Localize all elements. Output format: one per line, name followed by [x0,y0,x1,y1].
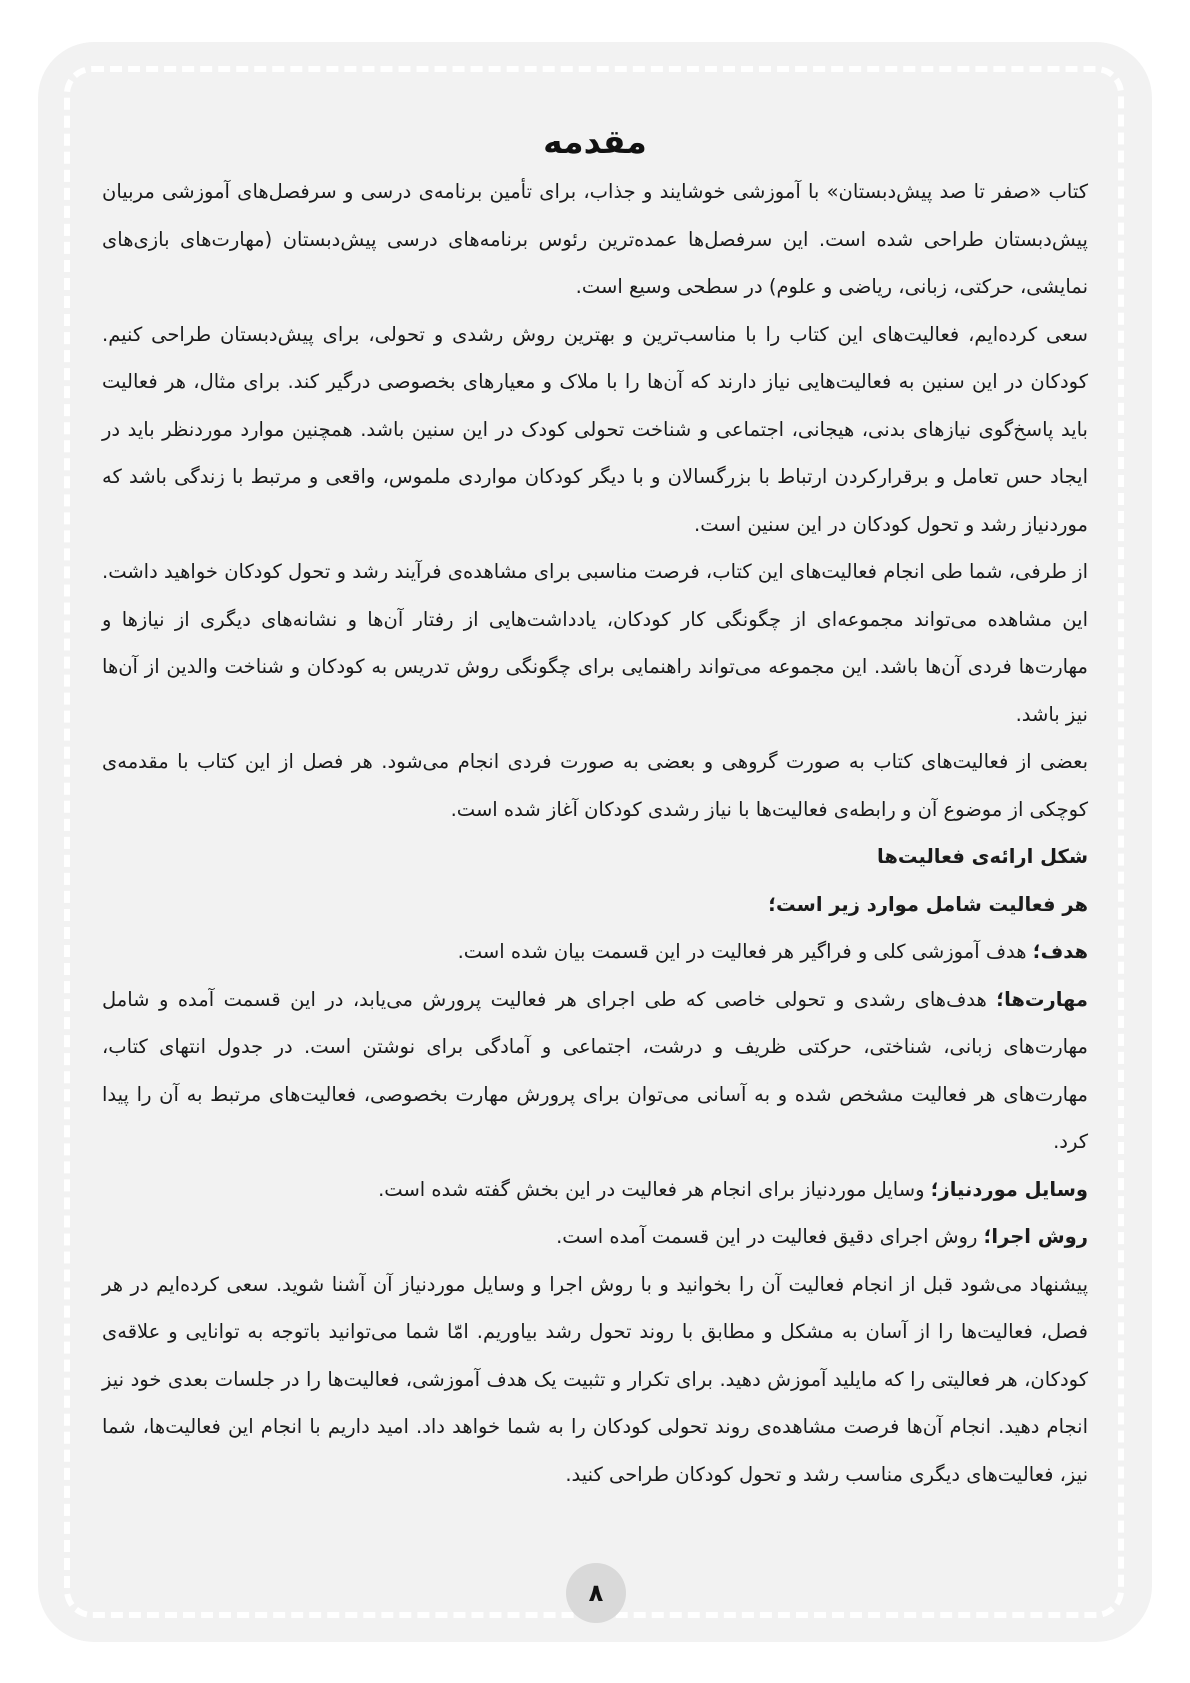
item-skills [102,976,1088,1166]
item-text: هدف‌های رشدی و تحولی خاصی که طی اجرای هر فعالیت پرورش می‌یابد، در این قسمت آمده و شامل مهارت‌های زبانی، شناختی، حرکتی ظریف و درشت، اجتماعی و آمادگی برای نوشتن است. در جدول انتهای کتاب، مهارت‌های هر فعالیت مشخص شده و به آسانی می‌توان برای پرورش مهارت بخصوصی، فعالیت‌های مرتبط به آن را پیدا کرد. [102,987,1088,1153]
paragraph-3: از طرفی، شما طی انجام فعالیت‌های این کتاب، فرصت مناسبی برای مشاهده‌ی فرآیند رشد و تحول کودکان خواهید داشت. این مشاهده می‌تواند مجموعه‌ای از چگونگی کار کودکان، یادداشت‌هایی از رفتار آن‌ها و نشانه‌های دیگری از نیازها و مهارت‌ها فردی آن‌ها باشد. این مجموعه می‌تواند راهنمایی برای چگونگی روش تدریس به کودکان و شناخت والدین از آن‌ها نیز باشد. [102,560,1088,726]
item-materials [102,1166,1088,1214]
item-text: وسایل موردنیاز برای انجام هر فعالیت در این بخش گفته شده است. [378,1177,931,1201]
item-goal [102,928,1088,976]
paragraph-2: سعی کرده‌ایم، فعالیت‌های این کتاب را با مناسب‌ترین و بهترین روش رشدی و تحولی، برای پیش‌دبستان طراحی کنیم. کودکان در این سنین به فعالیت‌هایی نیاز دارند که آن‌ها را با ملاک و معیارهای بخصوصی درگیر کند. برای مثال، هر فعالیت باید پاسخ‌گوی نیازهای بدنی، هیجانی، اجتماعی و شناخت تحولی کودک در این سنین باشد. همچنین موارد موردنظر باید در ایجاد حس تعامل و برقرارکردن ارتباط با بزرگسالان و با دیگر کودکان مواردی ملموس، واقعی و مرتبط با زندگی باشد که موردنیاز رشد و تحول کودکان در این سنین است. [102,322,1088,536]
paragraph-1: کتاب «صفر تا صد پیش‌دبستان» با آموزشی خوشایند و جذاب، برای تأمین برنامه‌ی درسی و سرفصل‌های آموزشی مربیان پیش‌دبستان طراحی شده است. این سرفصل‌ها عمده‌ترین رئوس برنامه‌های درسی پیش‌دبستان (مهارت‌های بازی‌های نمایشی، حرکتی، زبانی، ریاضی و علوم) در سطحی وسیع است. [102,180,1088,298]
item-text: هدف آموزشی کلی و فراگیر هر فعالیت در این قسمت بیان شده است. [457,940,1033,963]
item-label: هدف؛ [1032,940,1088,963]
item-label: وسایل موردنیاز؛ [930,1177,1088,1201]
page-title: مقدمه [543,122,647,161]
item-label: روش اجرا؛ [983,1225,1088,1248]
page-content [102,116,1088,1498]
page-number-badge: ۸ [566,1563,626,1623]
closing-paragraph: پیشنهاد می‌شود قبل از انجام فعالیت آن را بخوانید و با روش اجرا و وسایل موردنیاز آن آشنا شوید. سعی کرده‌ایم در هر فصل، فعالیت‌ها را از آسان به مشکل و مطابق با روند تحول رشد بیاوریم. امّا شما می‌توانید باتوجه به توانایی و علاقه‌ی کودکان، هر فعالیتی را که مایلید آموزش دهید. برای تکرار و تثبیت یک هدف آموزشی، فعالیت‌ها را در جلسات بعدی خود نیز انجام دهید. انجام آن‌ها فرصت مشاهده‌ی روند تحولی کودکان را به شما خواهد داد. امید داریم با انجام این فعالیت‌ها، شما نیز، فعالیت‌های دیگری مناسب رشد و تحول کودکان طراحی کنید. [102,1272,1088,1486]
item-method [102,1213,1088,1261]
item-text: روش اجرای دقیق فعالیت در این قسمت آمده است. [556,1225,984,1248]
item-label: مهارت‌ها؛ [996,987,1088,1011]
paragraph-4: بعضی از فعالیت‌های کتاب به صورت گروهی و بعضی به صورت فردی انجام می‌شود. هر فصل از این کتاب با مقدمه‌ی کوچکی از موضوع آن و رابطه‌ی فعالیت‌ها با نیاز رشدی کودکان آغاز شده است. [102,750,1088,821]
section-heading: شکل ارائه‌ی فعالیت‌ها [877,845,1088,868]
list-intro: هر فعالیت شامل موارد زیر است؛ [768,892,1088,916]
